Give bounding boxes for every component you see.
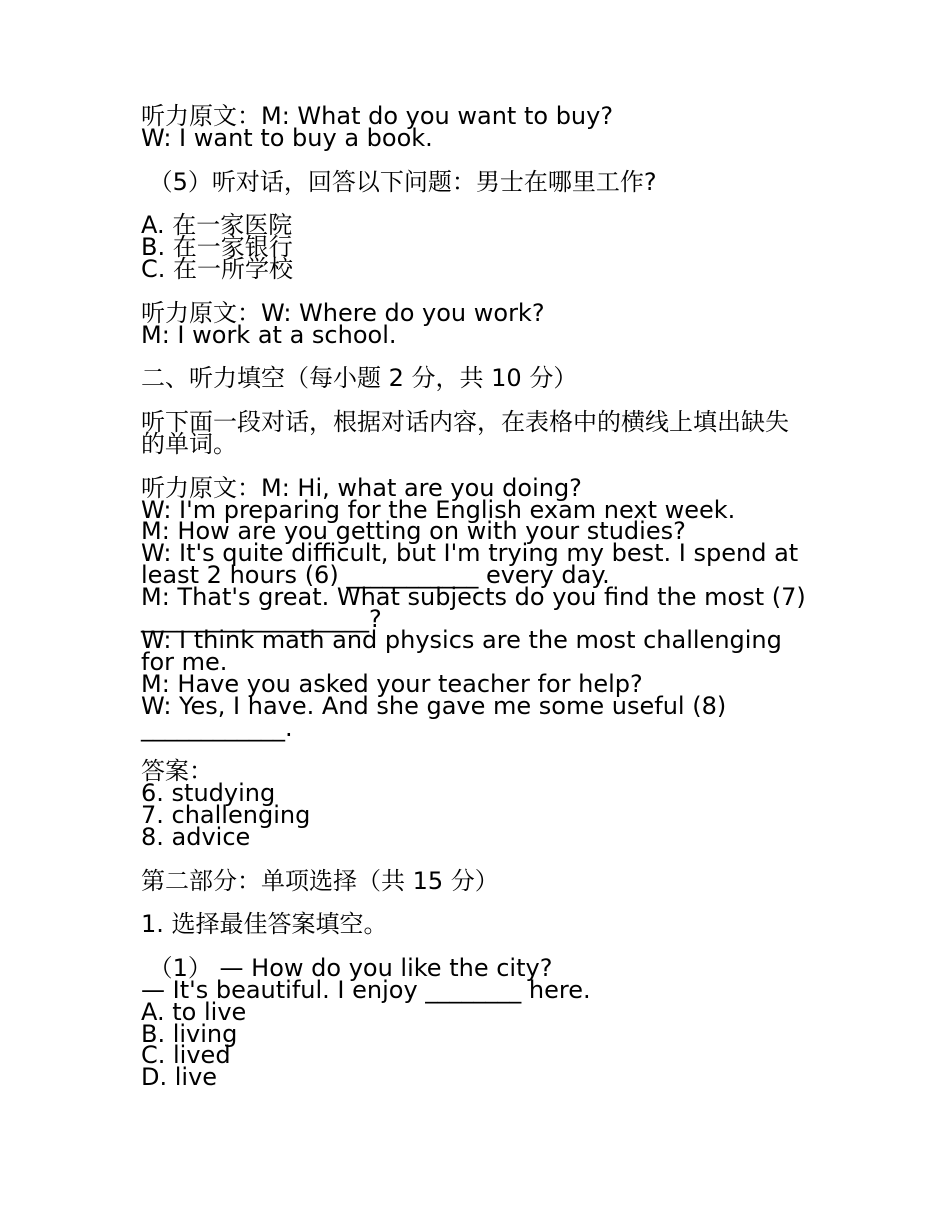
text-line: M: How are you getting on with your studies? bbox=[141, 517, 686, 546]
paragraph-answers bbox=[141, 757, 821, 851]
heading-line: 二、听力填空（每小题 2 分，共 10 分） bbox=[141, 364, 578, 393]
text-line: M: That's great. What subjects do you find the most (7) bbox=[141, 582, 806, 611]
text-line: 听力原文：M: What do you want to buy? bbox=[141, 102, 614, 130]
text-line: （5）听对话，回答以下问题：男士在哪里工作? bbox=[141, 167, 657, 196]
text-line: 听下面一段对话，根据对话内容，在表格中的横线上填出缺失 bbox=[141, 408, 789, 437]
text-line: ___________________? bbox=[141, 604, 382, 633]
text-line: W: I think math and physics are the most challenging bbox=[141, 626, 782, 655]
paragraph-choose-instruction bbox=[141, 910, 821, 939]
option-line: C. 在一所学校 bbox=[141, 254, 294, 283]
answer-line: 8. advice bbox=[141, 822, 251, 851]
text-line: W: It's quite difficult, but I'm trying my best. I spend at bbox=[141, 539, 799, 568]
text-line: W: I want to buy a book. bbox=[141, 123, 433, 152]
option-line: C. lived bbox=[141, 1041, 231, 1070]
text-line: — It's beautiful. I enjoy ________ here. bbox=[141, 975, 591, 1004]
text-line: W: Yes, I have. And she gave me some useful (8) bbox=[141, 691, 727, 720]
section-heading-part-two bbox=[141, 866, 821, 895]
text-line: M: I work at a school. bbox=[141, 320, 397, 349]
text-line: 听力原文：M: Hi, what are you doing? bbox=[141, 473, 582, 502]
answer-line: 6. studying bbox=[141, 779, 276, 808]
option-line: B. 在一家银行 bbox=[141, 233, 293, 262]
paragraph-q5-question bbox=[141, 167, 821, 196]
text-line: for me. bbox=[141, 648, 228, 677]
option-line: D. live bbox=[141, 1063, 218, 1092]
option-line: A. to live bbox=[141, 997, 247, 1026]
paragraph-q5-options bbox=[141, 211, 821, 283]
text-line: 的单词。 bbox=[141, 429, 237, 458]
text-line: 答案： bbox=[141, 757, 213, 786]
paragraph-fill-transcript bbox=[141, 473, 821, 742]
paragraph-q4-transcript bbox=[141, 102, 821, 152]
text-line: 1. 选择最佳答案填空。 bbox=[141, 910, 388, 939]
paragraph-q5-transcript bbox=[141, 298, 821, 349]
text-line: ____________. bbox=[141, 713, 293, 742]
heading-line: 第二部分：单项选择（共 15 分） bbox=[141, 866, 499, 895]
text-line: （1） — How do you like the city? bbox=[141, 954, 553, 983]
text-line: M: Have you asked your teacher for help? bbox=[141, 669, 643, 698]
text-line: W: I'm preparing for the English exam next week. bbox=[141, 495, 736, 524]
paragraph-question-1 bbox=[141, 954, 821, 1092]
document-page bbox=[141, 102, 821, 1111]
text-line: 听力原文：W: Where do you work? bbox=[141, 298, 545, 327]
option-line: A. 在一家医院 bbox=[141, 211, 293, 240]
paragraph-fill-instructions bbox=[141, 408, 821, 458]
section-heading-listening-fill bbox=[141, 364, 821, 393]
option-line: B. living bbox=[141, 1019, 238, 1048]
text-line: least 2 hours (6) ___________ every day. bbox=[141, 560, 610, 589]
answer-line: 7. challenging bbox=[141, 800, 311, 829]
